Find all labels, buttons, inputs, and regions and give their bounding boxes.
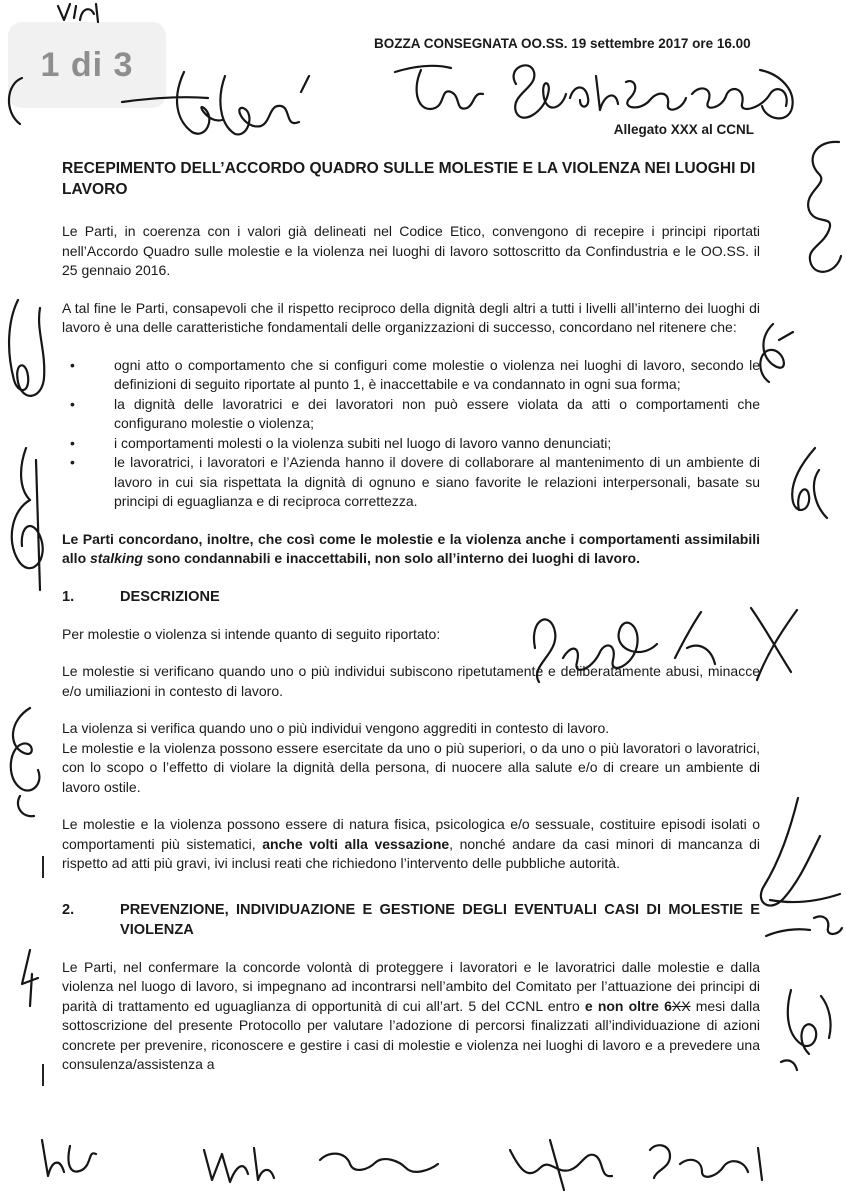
section-1-paragraph-nature <box>62 815 760 874</box>
commitment-deadline-bold: e non oltre 6 <box>584 997 672 1014</box>
document-title: RECEPIMENTO DELL’ACCORDO QUADRO SULLE MOLESTIE E LA VIOLENZA NEI LUOGHI DI LAVORO <box>62 160 756 198</box>
section-2-paragraph <box>62 958 760 1075</box>
nature-text-after: , nonché andare da casi minori di mancanza di rispetto ad atti più gravi, ivi inclusi reati che richiedono l’intervento delle pubbliche autorità. <box>62 835 760 871</box>
list-item-text: la dignità delle lavoratrici e dei lavoratori non può essere violata da atti o comportamenti che configurano molestie o violenza; <box>114 395 760 431</box>
stalking-text-before: Le Parti concordano, inoltre, che così come le molestie e la violenza anche i comportamenti assimilabili allo <box>62 530 760 566</box>
section-1-paragraph-perpetrators: Le molestie e la violenza possono essere esercitate da uno o più superiori, o da uno o più lavoratori o lavoratrici, con lo scopo o l’effetto di violare la dignità della persona, di nuocere alla salute e/o di creare un ambiente di lavoro ostile. <box>62 739 760 795</box>
stalking-text-after: sono condannabili e inaccettabili, non solo all’interno dei luoghi di lavoro. <box>142 550 640 566</box>
signature-top-left-margin <box>0 72 30 132</box>
section-1-paragraph-harassment: Le molestie si verificano quando uno o più individui subiscono ripetutamente e deliberatamente abusi, minacce e/o umiliazioni in contesto di lavoro. <box>62 663 760 699</box>
document-body <box>62 158 760 1093</box>
signature-top-left-corner <box>50 0 110 30</box>
section-1-number: 1. <box>62 588 75 605</box>
signature-right-margin-5 <box>775 982 846 1072</box>
annex-label: Allegato XXX al CCNL <box>613 122 754 137</box>
commitment-struck-text: XX <box>671 997 691 1014</box>
list-item <box>70 434 760 454</box>
signature-right-margin-1 <box>795 130 846 290</box>
list-item <box>70 453 760 512</box>
bullet-marker: • <box>70 356 75 373</box>
bullet-marker: • <box>70 454 75 470</box>
intro-paragraph: Le Parti, in coerenza con i valori già delineati nel Codice Etico, convengono di recepire i principi riportati nell’Accordo Quadro sulle molestie e la violenza nei luoghi di lavoro sottoscritto da Confindustria e le OO.SS. il 25 gennaio 2016. <box>62 223 760 278</box>
nature-text-before: Le molestie e la violenza possono essere di natura fisica, psicologica e/o sessuale, costituire episodi isolati o comportamenti più sistematici, <box>62 816 760 852</box>
draft-delivery-note: BOZZA CONSEGNATA OO.SS. 19 settembre 2017 ore 16.00 <box>374 36 751 51</box>
list-item-text: i comportamenti molesti o la violenza subiti nel luogo di lavoro vanno denunciati; <box>114 434 612 451</box>
revision-bar-section1 <box>42 856 44 878</box>
section-1-paragraph-violence: La violenza si verifica quando uno o più individui vengono aggrediti in contesto di lavoro. <box>62 720 610 736</box>
section-2-title: PREVENZIONE, INDIVIDUAZIONE E GESTIONE DEGLI EVENTUALI CASI DI MOLESTIE E VIOLENZA <box>120 901 760 938</box>
stalking-paragraph <box>62 530 760 569</box>
signature-footer-row <box>30 1120 820 1200</box>
section-1-title: DESCRIZIONE <box>120 588 220 605</box>
section-2-heading <box>62 900 760 940</box>
commitment-text-after: mesi dalla sottoscrizione del presente Protocollo per valutare l’adozione di percorsi finalizzati all’individuazione di azioni concrete per prevenire, riconoscere e gestire i casi di molestie e violenza nei luoghi di lavoro e a prevedere una consulenza/assistenza a <box>62 997 761 1072</box>
principles-list <box>62 356 760 512</box>
list-item-text: ogni atto o comportamento che si configuri come molestie o violenza nei luoghi di lavoro, secondo le definizioni di seguito riportate al punto 1, è inaccettabile e va condannato in ogni sua forma; <box>114 356 760 392</box>
bullet-marker: • <box>70 395 75 412</box>
signature-left-margin-2 <box>0 440 60 600</box>
list-item-text: le lavoratrici, i lavoratori e l’Azienda hanno il dovere di collaborare al mantenimento di un ambiente di lavoro in cui sia rispettata la dignità di ognuno e siano favorite le relazioni interpersonali, basate su principi di eguaglianza e di reciproca correttezza. <box>114 454 760 509</box>
signature-left-margin-3 <box>0 700 60 830</box>
commitment-text-before: Le Parti, nel confermare la concorde volontà di proteggere i lavoratori e le lavoratrici dalle molestie e dalla violenza nel luogo di lavoro, si impegnano ad incontrarsi nell’ambito del Comitato per l’attuazione dei principi di parità di trattamento ed uguaglianza di opportunità di cui all’art. 5 del CCNL entro <box>62 958 760 1014</box>
signature-left-margin-1 <box>0 290 60 420</box>
section-2-number: 2. <box>62 901 75 918</box>
stalking-term: stalking <box>90 550 143 566</box>
signature-header-2 <box>205 68 325 148</box>
signature-right-margin-3 <box>775 440 835 530</box>
nature-text-bold: anche volti alla vessazione <box>262 835 450 852</box>
page-indicator-badge: 1 di 3 <box>8 22 166 108</box>
list-item <box>70 395 760 434</box>
revision-bar-section2 <box>42 1064 44 1086</box>
purpose-paragraph: A tal fine le Parti, consapevoli che il rispetto reciproco della dignità degli altri a tutti i livelli all’interno dei luoghi di lavoro è una delle caratteristiche fondamentali delle organizzazioni di successo, concordano nel ritenere che: <box>62 299 760 335</box>
signature-header-3 <box>385 52 495 122</box>
list-item <box>70 356 760 395</box>
signature-left-margin-4 <box>10 944 46 1014</box>
bullet-marker: • <box>70 434 75 451</box>
section-1-paragraph-intro: Per molestie o violenza si intende quanto di seguito riportato: <box>62 625 441 642</box>
section-1-heading <box>62 587 760 607</box>
